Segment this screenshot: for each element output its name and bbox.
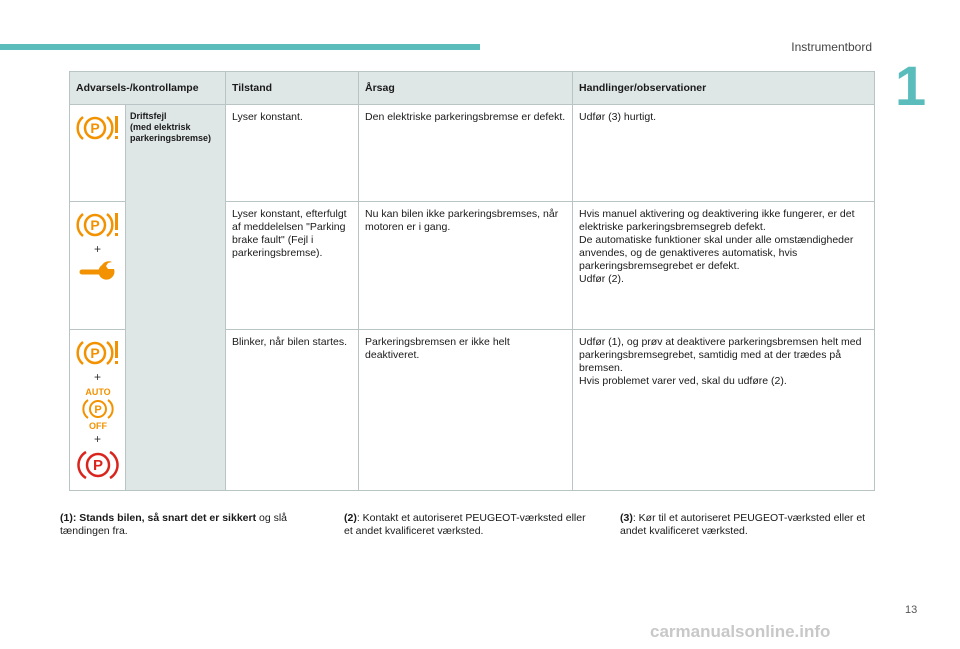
footnote-bold-text: : Stands bilen, så snart det er sikkert [72, 512, 257, 524]
svg-text:P: P [93, 404, 102, 416]
footnote-1 [60, 512, 320, 538]
footnote-text: og slå tændingen fra. [60, 512, 288, 537]
parking-brake-red-icon [76, 448, 120, 482]
section-title: Instrumentbord [791, 40, 872, 54]
svg-text:OFF: OFF [88, 421, 107, 430]
top-accent-bar [0, 44, 480, 50]
watermark: carmanualsonline.info [650, 622, 831, 641]
cause-cell: Nu kan bilen ikke parkeringsbremses, når motoren er i gang. [359, 202, 573, 330]
header-lamp: Advarsels-/kontrollampe [70, 72, 226, 105]
chapter-number: 1 [895, 54, 927, 117]
state-cell: Lyser konstant, efterfulgt af meddelelsen "Parking brake fault" (Fejl i parkeringsbremse). [226, 202, 359, 330]
state-cell: Lyser konstant. [226, 105, 359, 202]
lamp-label [126, 105, 226, 491]
header-state: Tilstand [226, 72, 359, 105]
cause-cell: Parkeringsbremsen er ikke helt deaktiveret. [359, 330, 573, 491]
plus-sign: + [93, 242, 101, 256]
parking-brake-fault-orange-icon [74, 338, 122, 368]
plus-sign: + [93, 370, 101, 384]
footnote-text: : Kontakt et autoriseret PEUGEOT-værksted eller et andet kvalificeret værksted. [344, 512, 586, 537]
footnote-ref: (3) [620, 512, 633, 524]
footnote-2 [344, 512, 594, 538]
action-cell: Hvis manuel aktivering og deaktivering ikke fungerer, er det elektriske parkeringsbremsegreb defekt. De automatiske funktioner skal under alle omstændigheder anvendes, og de genaktiveres automatisk, hvis parkeringsbremsegrebet er defekt. Udfør (2). [573, 202, 875, 330]
page-number: 13 [905, 604, 918, 616]
cause-cell: Den elektriske parkeringsbremse er defekt. [359, 105, 573, 202]
lamp-label-text: Driftsfejl (med elektrisk parkeringsbremse) [130, 111, 212, 143]
svg-text:P: P [89, 120, 100, 136]
header-cause: Årsag [359, 72, 573, 105]
footnote-ref: (2) [344, 512, 357, 524]
footnote-text: : Kør til et autoriseret PEUGEOT-værksted eller et andet kvalificeret værksted. [620, 512, 866, 537]
state-cell: Blinker, når bilen startes. [226, 330, 359, 491]
header-action: Handlinger/observationer [573, 72, 875, 105]
icon-cell [70, 105, 126, 202]
svg-text:P: P [89, 217, 100, 233]
svg-text:P: P [89, 345, 100, 361]
svg-text:P: P [92, 457, 103, 474]
footnote-3 [620, 512, 870, 538]
parking-brake-fault-orange-icon [74, 210, 122, 240]
svg-text:AUTO: AUTO [84, 387, 111, 397]
warning-lamp-table [69, 71, 875, 491]
table-row [70, 105, 875, 202]
icon-cell [70, 202, 126, 330]
footnote-ref: (1) [60, 512, 73, 524]
table-header-row [70, 72, 875, 105]
parking-brake-fault-orange-icon [74, 113, 122, 143]
icon-cell [70, 330, 126, 491]
action-cell: Udfør (1), og prøv at deaktivere parkeringsbremsen helt med parkeringsbremsegrebet, samtidig med at der trædes på bremsen. Hvis problemet varer ved, skal du udføre (2). [573, 330, 875, 491]
wrench-service-icon [78, 258, 118, 282]
plus-sign: + [93, 432, 101, 446]
action-cell: Udfør (3) hurtigt. [573, 105, 875, 202]
auto-off-parking-icon [78, 386, 118, 430]
